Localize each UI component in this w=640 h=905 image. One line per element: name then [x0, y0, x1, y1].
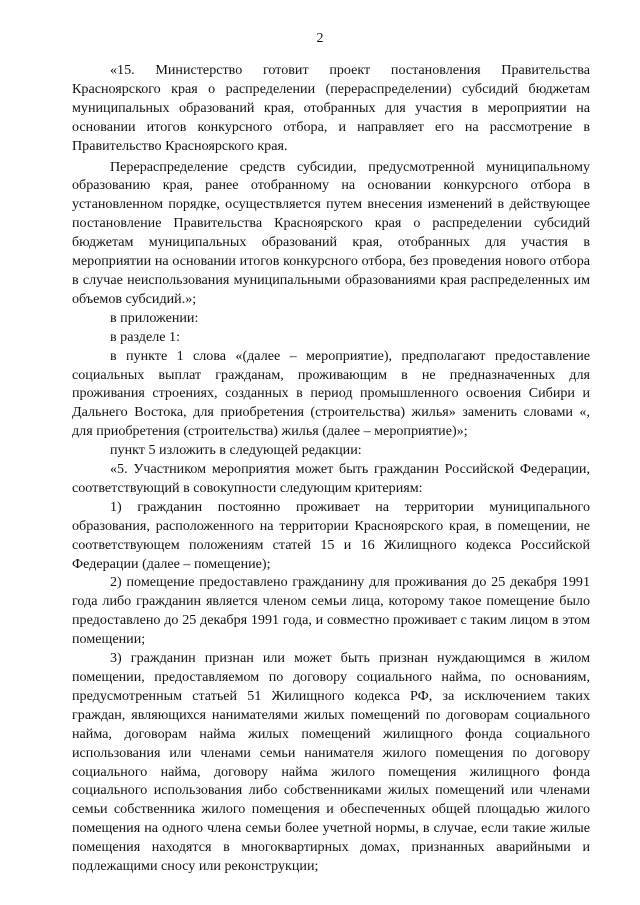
paragraph-1: «15. Министерство готовит проект постановления Правительства Красноярского края о распределении (перераспределении) субсидий бюджетам муниципальных образований края, отобранных для участия в мероприятии на основании итогов конкурсного отбора, и направляет его на рассмотрение в Правительство Красноярского края.	[72, 62, 590, 154]
paragraph-4: в разделе 1:	[110, 328, 180, 345]
paragraph-9: 2) помещение предоставлено гражданину для проживания до 25 декабря 1991 года либо гражданин является членом семьи лица, которому такое помещение было предоставлено до 25 декабря 1991 года, и совместно проживает с таким лицом в этом помещении;	[72, 574, 590, 648]
paragraph-8: 1) гражданин постоянно проживает на территории муниципального образования, расположенного на территории Красноярского края, в помещении, не соответствующем положениям статей 15 и 16 Жилищного кодекса Российской Федерации (далее – помещение);	[72, 498, 590, 572]
paragraph-7: «5. Участником мероприятия может быть гражданин Российской Федерации, соответствующий в совокупности следующим критериям:	[72, 461, 590, 496]
paragraph-3: в приложении:	[110, 309, 199, 326]
document-body	[72, 61, 590, 876]
paragraph-10: 3) гражданин признан или может быть признан нуждающимся в жилом помещении, предоставляемом по договору социального найма, по основаниям, предусмотренным статьей 51 Жилищного кодекса РФ, за исключением таких граждан, являющихся нанимателями жилых помещений по договорам социального найма, договорам найма жилых помещений жилищного фонда социального использования или членами семьи нанимателя жилого помещения по договору социального найма, договору найма жилого помещения жилищного фонда социального использования либо собственниками жилых помещений или членами семьи собственника жилого помещения и обеспеченных общей площадью жилого помещения на одного члена семьи более учетной нормы, в случае, если такие жилые помещения находятся в многоквартирных домах, признанных аварийными и подлежащими сносу или реконструкции;	[72, 650, 590, 875]
paragraph-6: пункт 5 изложить в следующей редакции:	[110, 442, 362, 459]
page-number: 2	[316, 31, 324, 46]
paragraph-5: в пункте 1 слова «(далее – мероприятие), предполагают предоставление социальных выплат гражданам, проживающим в не предназначенных для проживания строениях, созданных в период промышленного освоения Сибири и Дальнего Востока, для приобретения (строительства) жилья» заменить словами «, для приобретения (строительства) жилья (далее – мероприятие)»;	[72, 347, 590, 440]
paragraph-2: Перераспределение средств субсидии, предусмотренной муниципальному образованию края, ранее отобранному на основании конкурсного отбора в установленном порядке, осуществляется путем внесения изменений в действующее постановление Правительства Красноярского края о распределении субсидий бюджетам муниципальных образований края, отобранных для участия в мероприятии на основании итогов конкурсного отбора, без проведения нового отбора в случае неиспользования муниципальными образованиями края распределенных им объемов субсидий.»;	[72, 158, 590, 307]
